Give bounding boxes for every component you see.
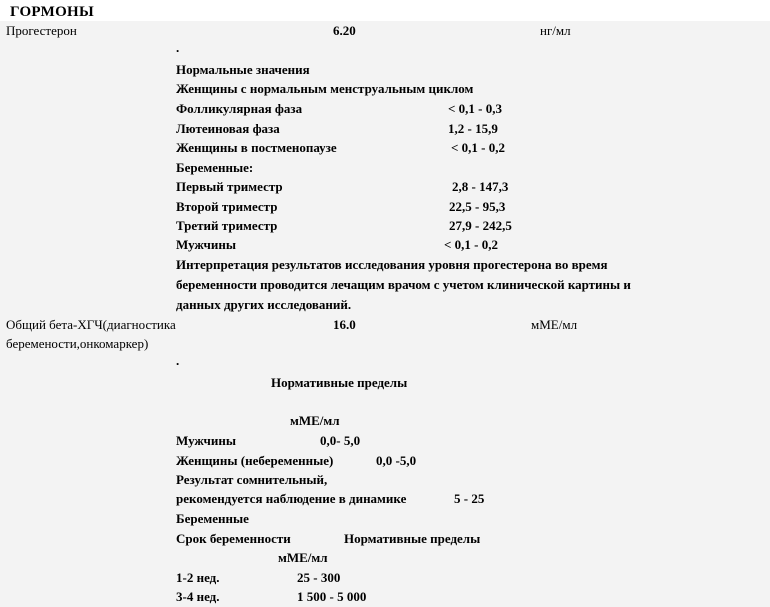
ref-note-line: беременности проводится лечащим врачом с учетом клинической картины и	[176, 277, 631, 292]
test-unit: мМЕ/мл	[531, 317, 578, 332]
test-value: 6.20	[333, 23, 356, 38]
ref-header: Нормативные пределы	[271, 375, 408, 390]
ref-term-header: Срок беременности	[176, 531, 291, 546]
test-unit: нг/мл	[540, 23, 571, 38]
ref-row-label: Мужчины	[176, 433, 236, 448]
ref-row-range: 2,8 - 147,3	[452, 179, 509, 194]
ref-limits-header: Нормативные пределы	[344, 531, 481, 546]
ref-subheader: Женщины с нормальным менструальным циклом	[176, 81, 474, 96]
ref-unit: мМЕ/мл	[278, 550, 328, 565]
ref-row-range: 27,9 - 242,5	[449, 218, 512, 233]
ref-header: Нормальные значения	[176, 62, 310, 77]
ref-unit: мМЕ/мл	[290, 413, 340, 428]
ref-row-label: Второй триместр	[176, 199, 278, 214]
ref-doubtful: Результат сомнительный,	[176, 472, 328, 487]
ref-pregnant: Беременные	[176, 511, 249, 526]
ref-row-label: 1-2 нед.	[176, 570, 220, 585]
ref-row-label: Третий триместр	[176, 218, 278, 233]
ref-row-range: 0,0- 5,0	[320, 433, 361, 448]
test-name: Прогестерон	[6, 23, 77, 38]
ref-row-range: 1,2 - 15,9	[448, 121, 498, 136]
ref-row-range: < 0,1 - 0,2	[451, 140, 505, 155]
ref-row-label: Мужчины	[176, 237, 236, 252]
test-name: Общий бета-ХГЧ(диагностика	[6, 317, 176, 332]
ref-row-label: Беременные:	[176, 160, 254, 175]
ref-row-label: Женщины в постменопаузе	[176, 140, 337, 155]
ref-note-line: Интерпретация результатов исследования уровня прогестерона во время	[176, 257, 608, 272]
ref-row-label: Женщины (небеременные)	[176, 453, 334, 468]
test-value: 16.0	[333, 317, 356, 332]
ref-row-label: Фолликулярная фаза	[176, 101, 303, 116]
ref-row-range: 22,5 - 95,3	[449, 199, 506, 214]
ref-row-label: Лютеиновая фаза	[176, 121, 280, 136]
ref-row-label: 3-4 нед.	[176, 589, 220, 604]
ref-note-line: данных других исследований.	[176, 297, 352, 312]
ref-row-range: < 0,1 - 0,2	[444, 237, 498, 252]
ref-row-range: 25 - 300	[297, 570, 341, 585]
test-name: беремености,онкомаркер)	[6, 336, 149, 351]
dot-marker: .	[176, 353, 180, 368]
ref-row-range: 0,0 -5,0	[376, 453, 417, 468]
ref-row-range: 1 500 - 5 000	[297, 589, 367, 604]
dot-marker: .	[176, 40, 180, 55]
ref-row-range: < 0,1 - 0,3	[448, 101, 502, 116]
ref-row-range: 5 - 25	[454, 491, 485, 506]
ref-row-label: Первый триместр	[176, 179, 283, 194]
section-title: ГОРМОНЫ	[10, 4, 95, 20]
ref-doubtful: рекомендуется наблюдение в динамике	[176, 491, 407, 506]
